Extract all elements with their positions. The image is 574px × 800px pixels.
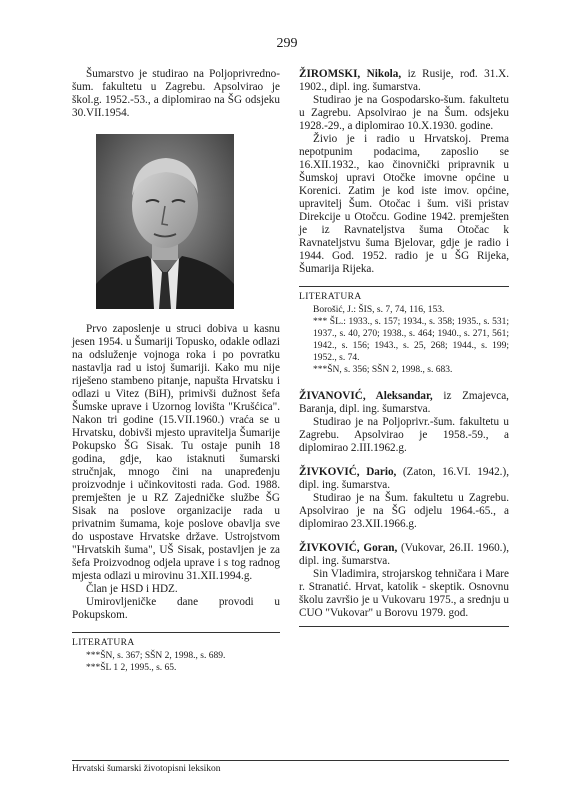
entry-paragraph: Studirao je na Šum. fakultetu u Zagrebu. Apsolvirao je na ŠG odjelu 1964.-65., a diplomirao 23.XII.1966.g.	[299, 492, 509, 530]
retirement-line: Umirovljeničke dane provodi u Pokupskom.	[72, 596, 280, 621]
literature-heading: LITERATURA	[72, 632, 280, 650]
left-column	[72, 68, 280, 674]
entry-head: iz Rusije, rođ. 31.X. 1902., dipl. ing. šumarstva.	[299, 68, 509, 93]
entry-ziromski	[299, 68, 509, 376]
portrait-photo	[96, 134, 234, 309]
literature-heading: LITERATURA	[299, 286, 509, 304]
intro-paragraph: Šumarstvo je studirao na Poljoprivredno-šum. fakultetu u Zagrebu. Apsolvirao je škol.g. 1952.-53., a diplomirao na ŠG odsjeku 30.VII.1954.	[72, 68, 280, 119]
running-footer: Hrvatski šumarski životopisni leksikon	[72, 760, 509, 774]
literature-item: *** ŠL.: 1933., s. 157; 1934., s. 358; 1935., s. 531; 1937., s. 40, 270; 1938., s. 464; 1940., s. 271, 561; 1942., s. 156; 1943., s. 25, 268; 1944., s. 199; 1952., s. 74.	[313, 317, 509, 363]
entry-zivkovic-goran	[299, 542, 509, 620]
literature-item: ***ŠN, s. 367; SŠN 2, 1998., s. 689.	[86, 651, 226, 661]
entry-paragraph: Studirao je na Poljoprivr.-šum. fakultetu u Zagrebu. Apsolvirao je 1958.-59., a diplomirao 2.III.1962.g.	[299, 416, 509, 454]
entry-paragraph: Živio je i radio u Hrvatskoj. Prema nepotpunim podacima, zaposlio se 16.XII.1932., kao činovnički pripravnik u Šumskoj upravi Otočke imovne općine u Korenici. Zatim je kod iste imov. općine, upravitelj Šum. Otočac i šum. viši pristav Direkcije u Otočcu. Godine 1942. premješten je iz Ravnateljstva šuma Otočac k Ravnateljstvu šuma Bjelovar, gdje je radio i 1944. God. 1952. radio je u ŠG Rijeka, Šumarija Rijeka.	[299, 133, 509, 275]
entry-paragraph: Studirao je na Gospodarsko-šum. fakultetu u Zagrebu. Apsolvirao je na Šum. odsjeku 1928.-29., a diplomirao 10.X.1930. godine.	[299, 94, 509, 132]
entry-zivkovic-dario	[299, 466, 509, 531]
literature-item: ***ŠN, s. 356; SŠN 2, 1998., s. 683.	[313, 365, 453, 375]
page-number: 299	[276, 36, 298, 51]
literature-item: ***ŠL 1 2, 1995., s. 65.	[86, 663, 177, 673]
entry-zivanovic	[299, 390, 509, 455]
entry-name: ŽIROMSKI, Nikola,	[299, 68, 402, 80]
entry-head: (Vukovar, 26.II. 1960.), dipl. ing. šumarstva.	[299, 542, 509, 567]
column-end-rule	[299, 626, 509, 627]
entry-name: ŽIVKOVIĆ, Dario,	[299, 466, 397, 478]
literature-item: Borošić, J.: ŠIS, s. 7, 74, 116, 153.	[313, 305, 445, 315]
entry-name: ŽIVANOVIĆ, Aleksandar,	[299, 390, 433, 402]
entry-head: (Zaton, 16.VI. 1942.), dipl. ing. šumarstva.	[299, 466, 509, 491]
entry-name: ŽIVKOVIĆ, Goran,	[299, 542, 398, 554]
career-paragraph: Prvo zaposlenje u struci dobiva u kasnu jesen 1954. u Šumariji Topusko, odakle odlazi na odsluženje vojnoga roka i po povratku nastavlja rad u istoj šumariji. Kako mu nije riješeno stambeno pitanje, napušta Hrvatsku i odlazi u Vitez (BiH), primivši dužnost šefa Šumske uprave i Uzornog lovišta "Krušćica". Nakon tri godine (15.VII.1960.) vraća se u Hrvatsku, dobivši mjesto upravitelja Šumarije Pokupsko ŠG Sisak. Tu ostaje punih 18 godina, gdje, kao istaknuti šumarski stručnjak, mnogo čini na unapređenju proizvodnje i učinkovitosti rada. God. 1988. premješten je u RZ Zajedničke službe ŠG Sisak na poslove organizacije rada u privatnim šumama, koje poslove obavlja sve do uspostave Hrvatske države. Ustrojstvom "Hrvatskih šuma", UŠ Sisak, postavljen je za šefa Proizvodnog odjela uprave i s tog radnog mjesta odlazi u mirovinu 31.XII.1994.g.	[72, 323, 280, 582]
entry-head: iz Zmajevca, Baranja, dipl. ing. šumarstva.	[299, 390, 509, 415]
membership-line: Član je HSD i HDZ.	[86, 583, 178, 595]
entry-paragraph: Sin Vladimira, strojarskog tehničara i Mare r. Stranatić. Hrvat, katolik - skeptik. Osnovnu školu završio je u Vukovaru 1975., a srednju u CUO "Vukovar" u Borovu 1979. god.	[299, 568, 509, 619]
right-column	[299, 68, 509, 627]
